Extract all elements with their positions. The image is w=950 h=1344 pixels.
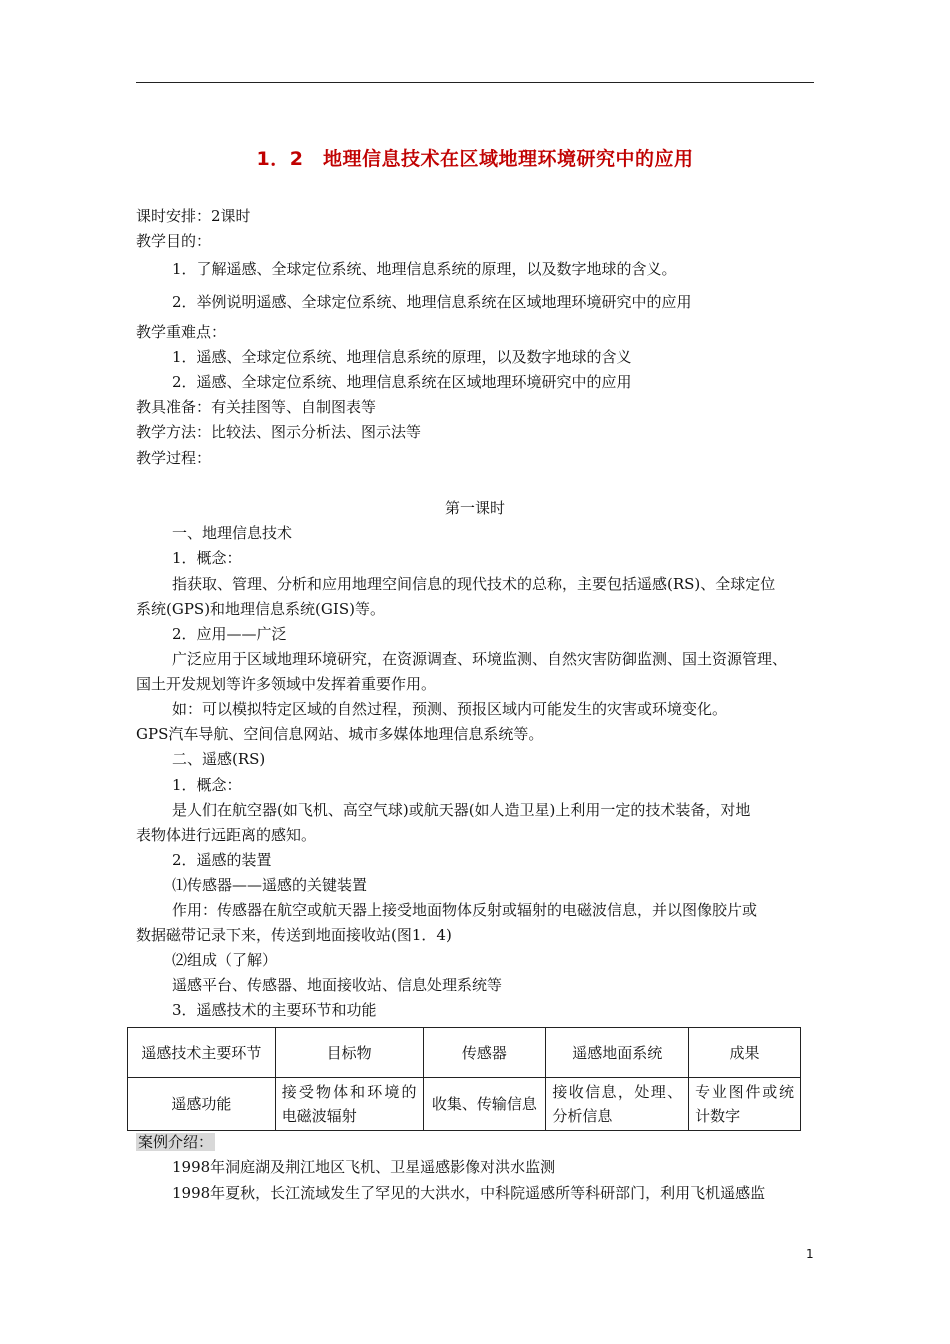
section-1-heading: 一、地理信息技术 [172,524,293,542]
section-2-steps-label: 3．遥感技术的主要环节和功能 [172,1001,377,1019]
table-header-cell: 遥感地面系统 [546,1028,689,1078]
purpose-item-1: 1．了解遥感、全球定位系统、地理信息系统的原理，以及数字地球的含义。 [172,260,677,278]
key-point-1: 1．遥感、全球定位系统、地理信息系统的原理，以及数字地球的含义 [172,348,632,366]
section-2-concept-label: 1．概念： [172,776,242,794]
table-cell: 收集、传输信息 [423,1078,546,1131]
section-2-sensor-text-2: 数据磁带记录下来，传送到地面接收站(图1．4) [136,926,452,944]
table-header-row [128,1028,801,1078]
process-label: 教学过程： [136,449,212,467]
key-point-2: 2．遥感、全球定位系统、地理信息系统在区域地理环境研究中的应用 [172,373,632,391]
methods-text: 教学方法：比较法、图示分析法、图示法等 [136,423,422,441]
section-2-concept-text-2: 表物体进行远距离的感知。 [136,826,317,844]
table-header-cell: 成果 [689,1028,801,1078]
remote-sensing-table [127,1027,801,1131]
section-1-application-text-1: 广泛应用于区域地理环境研究，在资源调查、环境监测、自然灾害防御监测、国土资源管理、 [172,650,788,668]
section-2-device-label: 2．遥感的装置 [172,851,272,869]
section-1-example-1: 如：可以模拟特定区域的自然过程，预测、预报区域内可能发生的灾害或环境变化。 [172,700,728,718]
purpose-item-2: 2．举例说明遥感、全球定位系统、地理信息系统在区域地理环境研究中的应用 [172,293,692,311]
lesson-heading: 第一课时 [444,499,505,517]
case-label [136,1132,215,1152]
section-1-application-text-2: 国土开发规划等许多领域中发挥着重要作用。 [136,675,437,693]
section-2-composition-text: 遥感平台、传感器、地面接收站、信息处理系统等 [172,976,503,994]
key-points-label: 教学重难点： [136,323,227,341]
section-2-heading: 二、遥感(RS) [172,750,266,768]
table-cell: 遥感功能 [128,1078,276,1131]
section-1-application-label: 2．应用——广泛 [172,625,287,643]
header-rule [136,82,814,83]
table-cell: 接受物体和环境的电磁波辐射 [275,1078,423,1131]
case-text: 1998年夏秋，长江流域发生了罕见的大洪水，中科院遥感所等科研部门，利用飞机遥感监 [172,1184,766,1202]
section-1-concept-text-2: 系统(GPS)和地理信息系统(GIS)等。 [136,600,385,618]
section-1-example-2: GPS汽车导航、空间信息网站、城市多媒体地理信息系统等。 [136,725,544,743]
section-2-composition-label: ⑵组成（了解） [172,951,278,969]
page-title: 1．2 地理信息技术在区域地理环境研究中的应用 [256,148,694,170]
section-2-concept-text-1: 是人们在航空器(如飞机、高空气球)或航天器(如人造卫星)上利用一定的技术装备，对地 [172,801,751,819]
section-1-concept-label: 1．概念： [172,549,242,567]
page-number: 1 [806,1247,814,1261]
tools-text: 教具准备：有关挂图等、自制图表等 [136,398,377,416]
table-header-cell: 遥感技术主要环节 [128,1028,276,1078]
case-label-text: 案例介绍： [138,1133,214,1151]
table-header-cell: 目标物 [275,1028,423,1078]
table-header-cell: 传感器 [423,1028,546,1078]
case-title: 1998年洞庭湖及荆江地区飞机、卫星遥感影像对洪水监测 [172,1158,556,1176]
section-2-sensor-label: ⑴传感器——遥感的关键装置 [172,876,368,894]
table-row [128,1078,801,1131]
section-2-sensor-text-1: 作用：传感器在航空或航天器上接受地面物体反射或辐射的电磁波信息，并以图像胶片或 [172,901,758,919]
table-cell: 专业图件或统计数字 [689,1078,801,1131]
purpose-label: 教学目的： [136,232,212,250]
section-1-concept-text-1: 指获取、管理、分析和应用地理空间信息的现代技术的总称，主要包括遥感(RS)、全球定位 [172,575,776,593]
table-cell: 接收信息，处理、分析信息 [546,1078,689,1131]
schedule-text: 课时安排：2课时 [136,207,251,225]
